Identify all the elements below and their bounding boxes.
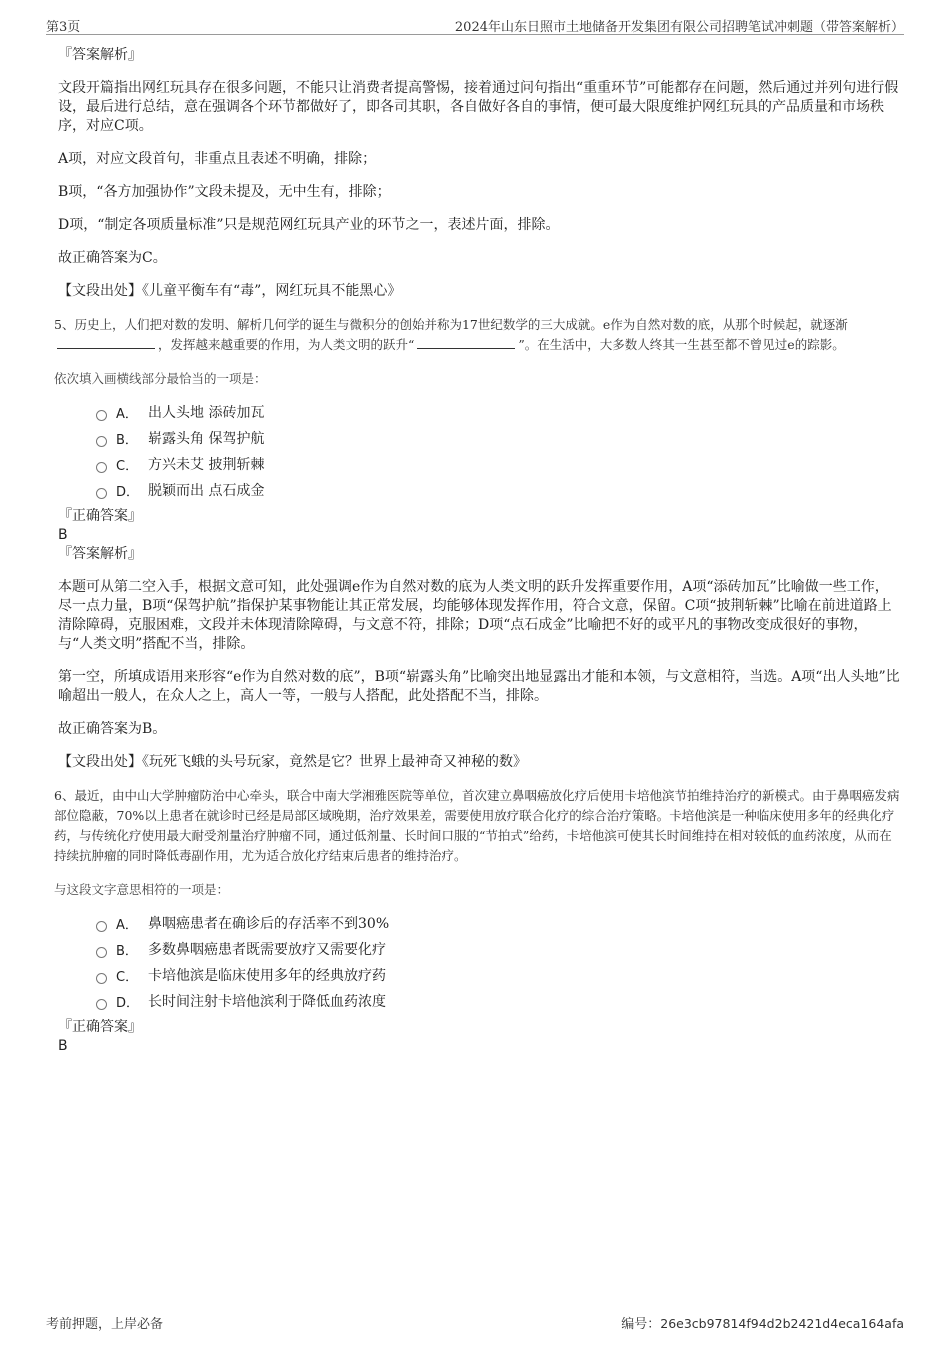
q6-options <box>96 910 902 1014</box>
prev-source: 【文段出处】《儿童平衡车有“毒”，网红玩具不能黑心》 <box>58 283 402 299</box>
page-number: 第3页 <box>46 20 81 35</box>
option-text: 出人头地 添砖加瓦 <box>148 405 265 421</box>
footer-slogan: 考前押题，上岸必备 <box>46 1317 164 1332</box>
option-letter: B． <box>116 943 138 959</box>
q6-option-a[interactable] <box>96 910 902 936</box>
page-header <box>46 14 904 35</box>
q5-blank-1 <box>57 336 155 349</box>
q5-options <box>96 399 902 503</box>
q5-answer-heading: 『正确答案』 <box>58 508 142 524</box>
option-text: 鼻咽癌患者在确诊后的存活率不到30% <box>148 916 390 932</box>
q6-option-d[interactable] <box>96 988 902 1014</box>
radio-icon[interactable] <box>96 973 107 984</box>
option-letter: A． <box>116 917 138 933</box>
radio-icon[interactable] <box>96 410 107 421</box>
option-text: 方兴未艾 披荆斩棘 <box>148 457 265 473</box>
footer-code: 26e3cb97814f94d2b2421d4eca164afa <box>660 1316 904 1331</box>
option-text: 崭露头角 保驾护航 <box>148 431 265 447</box>
q5-option-c[interactable] <box>96 451 902 477</box>
q5-option-d[interactable] <box>96 477 902 503</box>
q6-option-c[interactable] <box>96 962 902 988</box>
footer-code-label: 编号： <box>621 1317 661 1332</box>
q5-stem-part1: 5、历史上，人们把对数的发明、解析几何学的诞生与微积分的创始并称为17世纪数学的三大成就。e作为自然对数的底，从那个时候起，就逐渐 <box>54 317 848 332</box>
q5-option-a[interactable] <box>96 399 902 425</box>
radio-icon[interactable] <box>96 947 107 958</box>
option-letter: C． <box>116 458 139 474</box>
q5-answer: B <box>58 527 68 543</box>
option-text: 脱颖而出 点石成金 <box>148 483 265 499</box>
prev-analysis-text: 文段开篇指出网红玩具存在很多问题，不能只让消费者提高警惕，接着通过问句指出“重重环节”可能都存在问题，然后通过并列句进行假设，最后进行总结，意在强调各个环节都做好了，即各司其职，各自做好各自的事情，便可最大限度维护网红玩具的产品质量和市场秩序，对应C项。 <box>58 80 899 134</box>
radio-icon[interactable] <box>96 921 107 932</box>
q5-prompt: 依次填入画横线部分最恰当的一项是： <box>54 371 267 386</box>
prev-note-d: D项，“制定各项质量标准”只是规范网红玩具产业的环节之一，表述片面，排除。 <box>58 217 560 233</box>
q6-option-b[interactable] <box>96 936 902 962</box>
q6-prompt: 与这段文字意思相符的一项是： <box>54 882 230 897</box>
footer-code-block <box>621 1313 904 1332</box>
option-letter: A． <box>116 406 138 422</box>
option-letter: C． <box>116 969 139 985</box>
radio-icon[interactable] <box>96 462 107 473</box>
q5-analysis-1: 本题可从第二空入手，根据文意可知，此处强调e作为自然对数的底为人类文明的跃升发挥重要作用，A项“添砖加瓦”比喻做一些工作，尽一点力量，B项“保驾护航”指保护某事物能让其正常发展，均能够体现发挥作用，符合文意，保留。C项“披荆斩棘”比喻在前进道路上清除障碍，克服困难，文段并未体现清除障碍，与文意不符，排除；D项“点石成金”比喻把不好的或平凡的事物改变成很好的事物，与“人类文明”搭配不当，排除。 <box>58 579 892 652</box>
q5-option-b[interactable] <box>96 425 902 451</box>
option-letter: D． <box>116 484 140 500</box>
document-body <box>54 46 902 1056</box>
q6-answer: B <box>58 1038 68 1054</box>
q6-stem: 6、最近，由中山大学肿瘤防治中心牵头，联合中南大学湘雅医院等单位，首次建立鼻咽癌放化疗后使用卡培他滨节拍维持治疗的新模式。由于鼻咽癌发病部位隐蔽，70%以上患者在就诊时已经是局部区域晚期，治疗效果差，需要使用放疗联合化疗的综合治疗策略。卡培他滨是一种临床使用多年的经典化疗药，与传统化疗使用最大耐受剂量治疗肿瘤不同，通过低剂量、长时间口服的“节拍式”给药，卡培他滨可使其长时间维持在相对较低的血药浓度，从而在持续抗肿瘤的同时降低毒副作用，尤为适合放化疗结束后患者的维持治疗。 <box>54 788 900 863</box>
q5-stem-part3: ”。在生活中，大多数人终其一生甚至都不曾见过e的踪影。 <box>518 337 845 352</box>
option-text: 长时间注射卡培他滨利于降低血药浓度 <box>148 994 386 1010</box>
radio-icon[interactable] <box>96 999 107 1010</box>
radio-icon[interactable] <box>96 436 107 447</box>
option-letter: D． <box>116 995 140 1011</box>
q5-source: 【文段出处】《玩死飞蛾的头号玩家，竟然是它？世界上最神奇又神秘的数》 <box>58 754 527 770</box>
document-title: 2024年山东日照市土地储备开发集团有限公司招聘笔试冲刺题（带答案解析） <box>454 20 904 35</box>
option-text: 多数鼻咽癌患者既需要放疗又需要化疗 <box>148 942 386 958</box>
q5-blank-2 <box>417 336 515 349</box>
radio-icon[interactable] <box>96 488 107 499</box>
prev-note-a: A项，对应文段首句，非重点且表述不明确，排除； <box>58 151 377 167</box>
q5-conclusion: 故正确答案为B。 <box>58 721 167 737</box>
prev-conclusion: 故正确答案为C。 <box>58 250 167 266</box>
q5-analysis-heading: 『答案解析』 <box>58 546 142 562</box>
q5-stem <box>54 315 902 355</box>
q6-answer-heading: 『正确答案』 <box>58 1019 142 1035</box>
option-letter: B． <box>116 432 138 448</box>
option-text: 卡培他滨是临床使用多年的经典放疗药 <box>148 968 386 984</box>
prev-analysis-heading: 『答案解析』 <box>58 47 142 63</box>
prev-note-b: B项，“各方加强协作”文段未提及，无中生有，排除； <box>58 184 391 200</box>
q5-stem-part2: ，发挥越来越重要的作用，为人类文明的跃升“ <box>158 337 415 352</box>
q5-analysis-2: 第一空，所填成语用来形容“e作为自然对数的底”，B项“崭露头角”比喻突出地显露出才能和本领，与文意相符，当选。A项“出人头地”比喻超出一般人，在众人之上，高人一等，一般与人搭配，此处搭配不当，排除。 <box>58 669 900 704</box>
